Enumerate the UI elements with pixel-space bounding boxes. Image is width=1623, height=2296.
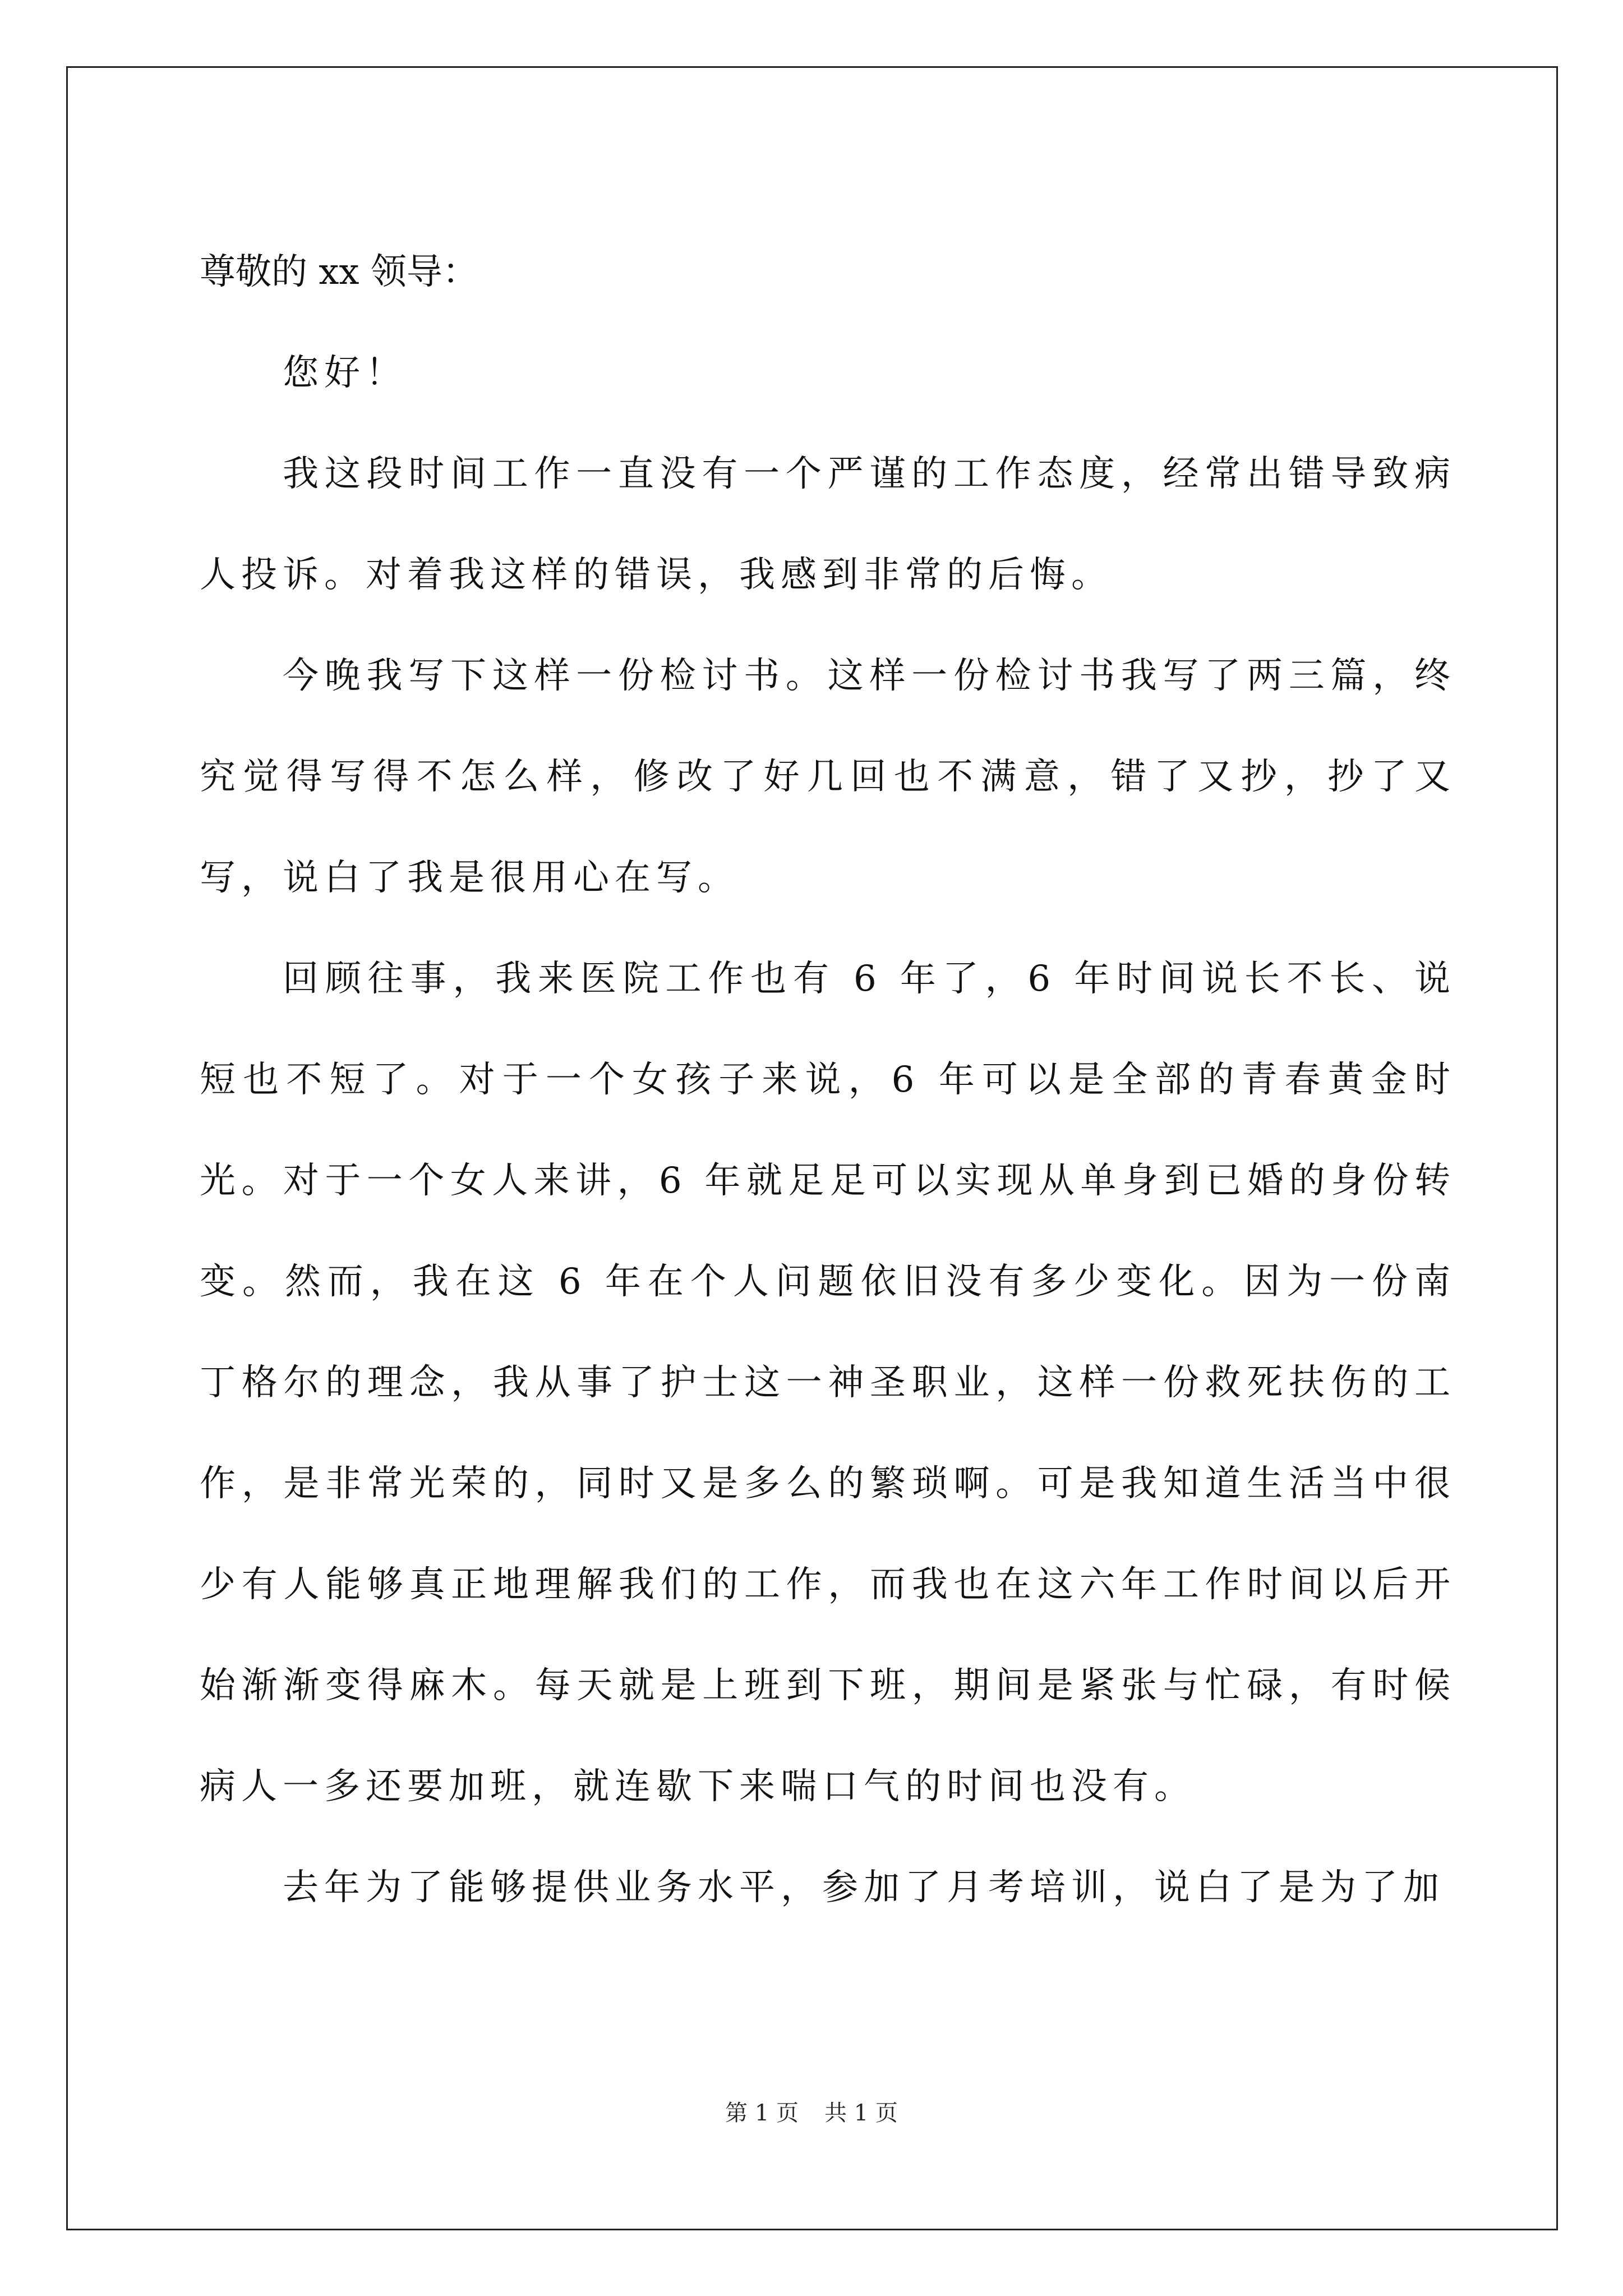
letter-body xyxy=(200,222,1456,1938)
paragraph: 去年为了能够提供业务水平，参加了月考培训，说白了是为了加 xyxy=(283,1867,1445,1908)
salutation: 尊敬的 xx 领导： xyxy=(200,251,478,293)
greeting: 您好！ xyxy=(283,352,407,394)
paragraph: 回顾往事，我来医院工作也有 6 年了，6 年时间说长不长、说短也不短了。对于一个女孩子来说，6 年可以是全部的青春黄金时光。对于一个女人来讲，6 年就足足可以实现从单身到已婚的身份转变。然而，我在这 6 年在个人问题依旧没有多少变化。因为一份南丁格尔的理念，我从事了护士这一神圣职业，这样一份救死扶伤的工作，是非常光荣的，同时又是多么的繁琐啊。可是我知道生活当中很少有人能够真正地理解我们的工作，而我也在这六年工作时间以后开始渐渐变得麻木。每天就是上班到下班，期间是紧张与忙碌，有时候病人一多还要加班，就连歇下来喘口气的时间也没有。 xyxy=(200,958,1456,1807)
page-number: 第 1 页 xyxy=(725,2100,799,2126)
page-footer xyxy=(0,2095,1623,2127)
paragraph: 我这段时间工作一直没有一个严谨的工作态度，经常出错导致病人投诉。对着我这样的错误，我感到非常的后悔。 xyxy=(200,453,1456,596)
page-total: 共 1 页 xyxy=(824,2100,898,2126)
paragraph: 今晚我写下这样一份检讨书。这样一份检讨书我写了两三篇，终究觉得写得不怎么样，修改了好几回也不满意，错了又抄，抄了又写，说白了我是很用心在写。 xyxy=(200,655,1456,899)
